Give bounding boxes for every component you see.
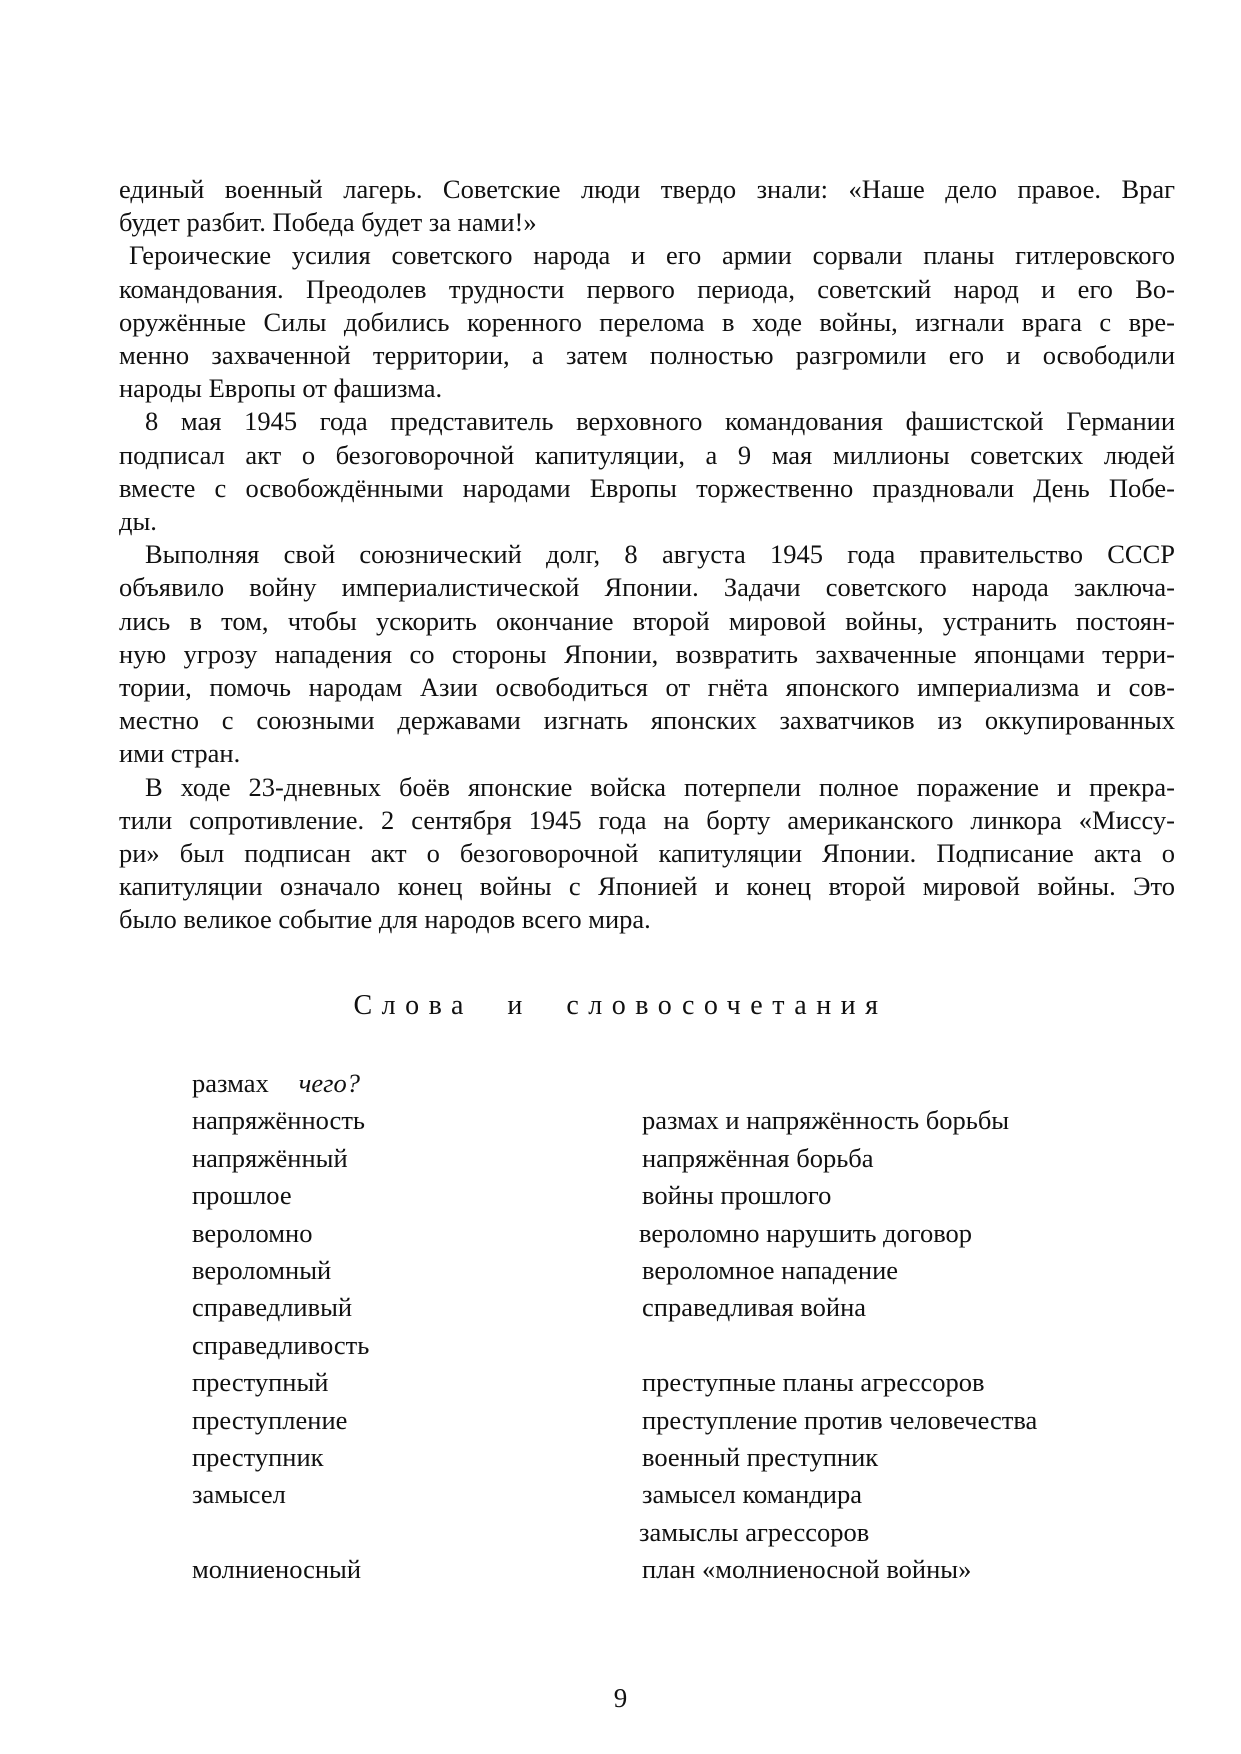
body-text <box>119 173 1175 937</box>
vocabulary-phrase: вероломно нарушить договор <box>639 1217 973 1248</box>
vocabulary-phrase: замыслы агрессоров <box>639 1516 870 1547</box>
vocabulary-row <box>192 1177 1152 1214</box>
text-line: Героические усилия советского народа и его армии сорвали планы гитлеровского <box>129 240 1175 271</box>
vocabulary-phrase: преступление против человечества <box>642 1404 1038 1435</box>
text-line: лись в том, чтобы ускорить окончание второй мировой войны, устранить постоян- <box>119 605 1175 636</box>
vocabulary-term: молниеносный <box>192 1554 362 1585</box>
vocabulary-phrase: справедливая война <box>642 1292 867 1323</box>
text-line: вместе с освобождёнными народами Европы торжественно праздновали День Побе- <box>119 472 1175 503</box>
text-line: капитуляции означало конец войны с Японией и конец второй мировой войны. Это <box>119 871 1175 902</box>
vocabulary-phrase: вероломное нападение <box>642 1254 899 1285</box>
text-line: объявило войну империалистической Японии. Задачи советского народа заключа- <box>119 572 1175 603</box>
vocabulary-row <box>192 1551 1152 1588</box>
text-line: ими стран. <box>119 738 241 769</box>
text-line: менно захваченной территории, а затем полностью разгромили его и освободили <box>119 340 1175 371</box>
vocabulary-row <box>192 1215 1152 1252</box>
vocabulary-term: прошлое <box>192 1180 292 1211</box>
vocabulary-row <box>192 1140 1152 1177</box>
vocabulary-row <box>192 1476 1152 1513</box>
vocabulary-term: преступление <box>192 1404 348 1435</box>
vocabulary-row <box>192 1402 1152 1439</box>
vocabulary-term <box>192 1065 360 1102</box>
vocabulary-term: напряжённый <box>192 1142 348 1173</box>
vocabulary-row <box>192 1065 1152 1102</box>
text-line: ды. <box>119 506 157 537</box>
vocabulary-phrase: размах и напряжённость борьбы <box>642 1105 1010 1136</box>
vocabulary-term: напряжённость <box>192 1105 365 1136</box>
vocabulary-phrase: войны прошлого <box>642 1180 832 1211</box>
vocabulary-phrase: план «молниеносной войны» <box>642 1554 972 1585</box>
vocabulary-row <box>192 1102 1152 1139</box>
text-line: оружённые Силы добились коренного перелома в ходе войны, изгнали врага с вре- <box>119 306 1175 337</box>
page-number: 9 <box>613 1683 628 1713</box>
text-line: единый военный лагерь. Советские люди твердо знали: «Наше дело правое. Враг <box>119 174 1175 204</box>
text-line: ри» был подписан акт о безоговорочной капитуляции Японии. Подписание акта о <box>119 838 1175 869</box>
text-line: тили сопротивление. 2 сентября 1945 года на борту американского линкора «Миссу- <box>119 804 1175 835</box>
text-line: Выполняя свой союзнический долг, 8 августа 1945 года правительство СССР <box>145 539 1175 570</box>
text-line: В ходе 23-дневных боёв японские войска потерпели полное поражение и прекра- <box>145 771 1175 802</box>
text-line: будет разбит. Победа будет за нами!» <box>119 207 537 238</box>
vocabulary-term: справедливый <box>192 1292 353 1323</box>
vocabulary-row <box>192 1439 1152 1476</box>
vocabulary-term: преступник <box>192 1441 324 1472</box>
text-line: тории, помочь народам Азии освободиться от гнёта японского империализма и сов- <box>119 672 1175 703</box>
vocabulary-phrase: напряжённая борьба <box>642 1142 874 1173</box>
vocabulary-term: вероломный <box>192 1254 332 1285</box>
term-word: размах <box>192 1068 269 1098</box>
text-line: 8 мая 1945 года представитель верховного командования фашистской Германии <box>145 406 1175 437</box>
vocabulary-row <box>192 1364 1152 1401</box>
vocabulary-term: справедливость <box>192 1329 370 1360</box>
vocabulary-phrase: замысел командира <box>642 1479 862 1510</box>
vocabulary-term: преступный <box>192 1367 329 1398</box>
section-heading: Слова и словосочетания <box>353 990 888 1021</box>
vocabulary-term: вероломно <box>192 1217 313 1248</box>
vocabulary-list <box>192 1065 1152 1588</box>
text-line: было великое событие для народов всего мира. <box>119 904 651 935</box>
vocabulary-row <box>192 1327 1152 1364</box>
text-line: народы Европы от фашизма. <box>119 373 443 404</box>
vocabulary-row <box>192 1514 1152 1551</box>
vocabulary-term: замысел <box>192 1479 286 1510</box>
vocabulary-phrase: военный преступник <box>642 1441 879 1472</box>
term-note: чего? <box>298 1068 360 1098</box>
text-line: подписал акт о безоговорочной капитуляции, а 9 мая миллионы советских людей <box>119 439 1175 470</box>
text-line: командования. Преодолев трудности первого периода, советский народ и его Во- <box>119 273 1175 304</box>
text-line: ную угрозу нападения со стороны Японии, возвратить захваченные японцами терри- <box>119 638 1175 669</box>
vocabulary-row <box>192 1289 1152 1326</box>
text-line: местно с союзными державами изгнать японских захватчиков из оккупированных <box>119 705 1175 736</box>
vocabulary-phrase: преступные планы агрессоров <box>642 1367 985 1398</box>
vocabulary-row <box>192 1252 1152 1289</box>
